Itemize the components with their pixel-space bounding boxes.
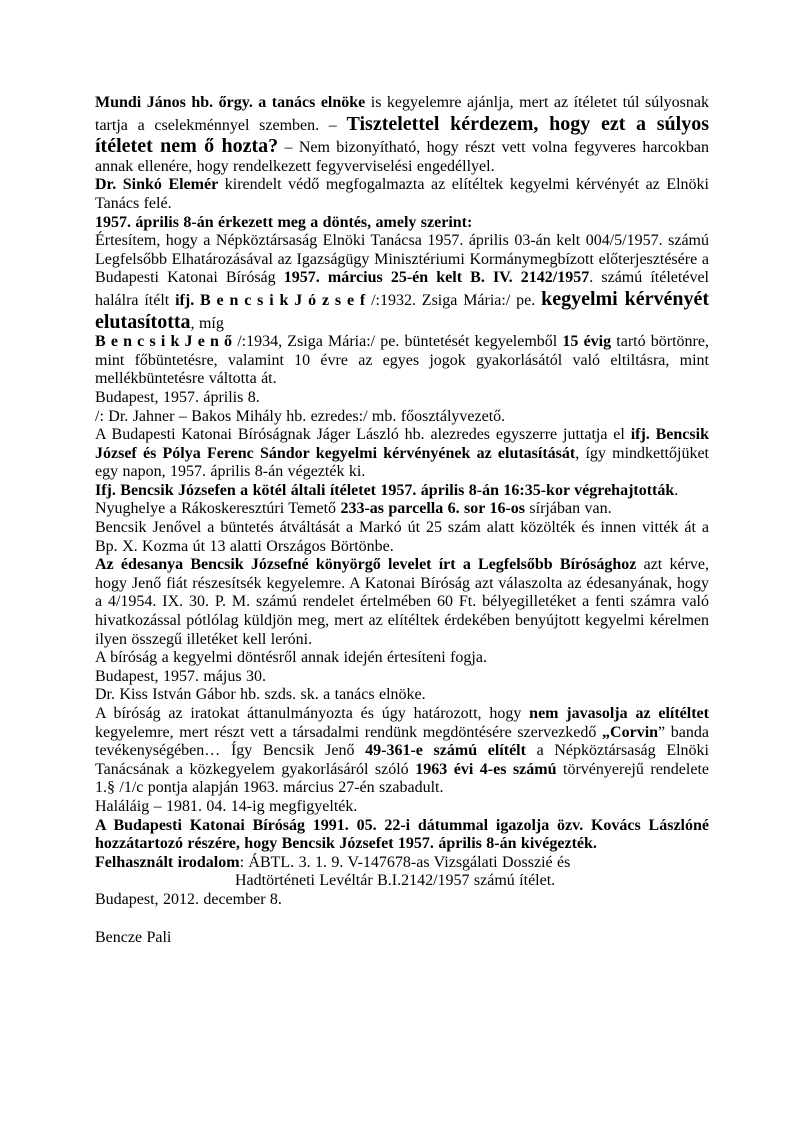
text-run: /:1934, Zsiga Mária:/ pe. büntetését kegyelemből <box>232 333 563 351</box>
para-bencsik-jeno-sentence <box>95 333 709 389</box>
para-defender <box>95 176 709 213</box>
text-run: „Corvin <box>602 723 659 741</box>
text-run: Ifj. Bencsik Józsefen a kötél általi ítéletet 1957. április 8-án 16:35-kor végrehajtották <box>95 481 675 499</box>
para-amnesty <box>95 705 709 798</box>
text-run: 1957. március 25-én kelt B. IV. 2142/1957 <box>283 269 590 287</box>
text-run: 1963 évi 4-es számú <box>415 760 557 778</box>
text-run: ” banda tevékenységében… Így Bencsik Jenő <box>95 723 709 760</box>
para-signature-kiss <box>95 686 709 705</box>
text-run: Tisztelettel kérdezem, hogy ezt a súlyos ítéletet nem ő hozta? <box>95 112 710 158</box>
text-run: : ÁBTL. 3. 1. 9. V-147678-as Vizsgálati Dosszié és <box>239 853 571 871</box>
text-run: /: Dr. Jahner – Bakos Mihály hb. ezredes:/ mb. főosztályvezető. <box>95 407 506 425</box>
text-run: Dr. Sinkó Elemér <box>95 176 219 194</box>
text-run: Budapest, 1957. április 8. <box>95 388 260 406</box>
para-bibliography-line2 <box>95 872 709 891</box>
text-run: kegyelemre, mert részt vett a társadalmi rendünk megdöntésére szervezkedő <box>95 723 603 741</box>
text-run: Értesítem, hogy a Népköztársaság Elnöki Tanácsa 1957. április 03-án kelt 004/5/1957. számú Legfelsőbb Elhatározásával az Igazságügy Minisztériumi Kormánymegbízott előterjesztésére a Budapesti Katonai Bíróság <box>95 232 709 287</box>
para-author <box>95 929 709 948</box>
text-run: is kegyelemre ajánlja, mert az ítéletet túl súlyosnak tartja a cselekménnyel szemben. – <box>95 94 709 134</box>
para-execution <box>95 482 709 501</box>
text-run: , így mindkettőjüket egy napon, 1957. április 8-án végezték ki. <box>95 444 709 481</box>
text-run: A bíróság az iratokat áttanulmányozta és úgy határozott, hogy <box>95 705 530 722</box>
text-run: , míg <box>190 314 224 332</box>
text-run: tartó börtönre, mint főbüntetésre, valamint 10 évre az egyes jogok gyakorlásától való eltiltásra, mint mellékbüntetésre váltotta át. <box>95 333 709 388</box>
para-council-president <box>95 94 709 176</box>
text-run: Dr. Kiss István Gábor hb. szds. sk. a tanács elnöke. <box>95 686 426 704</box>
para-prison-transfer <box>95 519 709 556</box>
text-run: Bencze Pali <box>95 928 172 946</box>
text-run: Nyughelye a Rákoskeresztúri Temető <box>95 500 341 518</box>
text-run: A bíróság a kegyelmi döntésről annak idején értesíteni fogja. <box>95 649 487 667</box>
text-run: 1957. április 8-án érkezett meg a döntés, amely szerint: <box>95 213 473 231</box>
para-bibliography-line1 <box>95 854 709 873</box>
para-date-1957-april <box>95 389 709 408</box>
text-run: – Nem bizonyítható, hogy részt vett volna fegyveres harcokban annak ellenére, hogy rendelkezett fegyverviselési engedéllyel. <box>95 139 709 175</box>
text-run: nem javasolja az elítéltet <box>529 705 709 722</box>
text-run: B e n c s i k J e n ő <box>95 333 233 351</box>
text-run: 15 évig <box>562 333 612 351</box>
text-run: 233-as parcella 6. sor 16-os <box>340 500 526 518</box>
text-run: . <box>674 481 679 499</box>
text-run: törvényerejű rendelete 1.§ /1/c pontja alapján 1963. március 27-én szabadult. <box>95 760 709 797</box>
para-signature-jahner <box>95 408 709 427</box>
para-petition-delivery <box>95 426 709 482</box>
text-run: ifj. B e n c s i k J ó z s e f <box>175 291 366 309</box>
text-run: Haláláig – 1981. 04. 14-ig megfigyelték. <box>95 797 358 815</box>
text-run: /:1932. Zsiga Mária:/ pe. <box>365 291 542 309</box>
text-run: A Budapesti Katonai Bíróság 1991. 05. 22-i dátummal igazolja özv. Kovács Lászlóné hozzátartozó részére, hogy Bencsik Józsefet 1957. április 8-án kivégezték. <box>95 816 709 853</box>
text-run: sírjában van. <box>525 500 612 518</box>
text-run: . számú ítéletével halálra ítélt <box>95 269 709 309</box>
para-decision-body <box>95 232 709 333</box>
para-surveillance <box>95 798 709 817</box>
text-run: Bencsik Jenővel a büntetés átváltását a Markó út 25 szám alatt közölték és innen vitték át a Bp. X. Kozma út 13 alatti Országos Börtönbe. <box>95 519 709 555</box>
text-run: azt kérve, hogy Jenő fiát részesítsék kegyelemre. A Katonai Bíróság azt válaszolta az édesanyának, hogy a 4/1954. IX. 30. P. M. számú rendelet értelmében 60 Ft. bélyegilletéket a fenti számra való hivatkozással pótlólag küldjön meg, mert az elítéltek érdekében benyújtott kegyelmi kérelmen ilyen összegű illetéket kell leróni. <box>95 556 709 648</box>
para-decision-heading <box>95 214 709 233</box>
text-run: kegyelmi kérvényét elutasította <box>95 287 709 333</box>
text-run: ifj. Bencsik József és Pólya Ferenc Sándor kegyelmi kérvényének az elutasítását <box>95 426 709 462</box>
text-run: Mundi János hb. őrgy. a tanács elnöke <box>95 94 366 111</box>
para-mother-letter <box>95 556 709 649</box>
para-grave <box>95 500 709 519</box>
text-run: Hadtörténeti Levéltár B.I.2142/1957 számú ítélet. <box>235 872 556 890</box>
text-run: Az édesanya Bencsik Józsefné könyörgő levelet írt a Legfelsőbb Bírósághoz <box>95 556 637 574</box>
para-certificate-1991 <box>95 817 709 854</box>
text-run: a Népköztársaság Elnöki Tanácsának a közkegyelem gyakorlásáról szóló <box>95 742 709 778</box>
text-run: 49-361-e számú elítélt <box>365 742 526 760</box>
text-run: A Budapesti Katonai Bíróságnak Jáger László hb. alezredes egyszerre juttatja el <box>95 426 631 444</box>
text-run: Felhasznált irodalom <box>95 853 240 871</box>
para-date-2012 <box>95 891 709 910</box>
document-body <box>95 94 709 947</box>
para-date-1957-may <box>95 668 709 687</box>
text-run: Budapest, 1957. május 30. <box>95 667 266 685</box>
text-run: kirendelt védő megfogalmazta az elítéltek kegyelmi kérvényét az Elnöki Tanács felé. <box>95 176 710 212</box>
text-run: Budapest, 2012. december 8. <box>95 890 282 908</box>
para-court-notification <box>95 649 709 668</box>
